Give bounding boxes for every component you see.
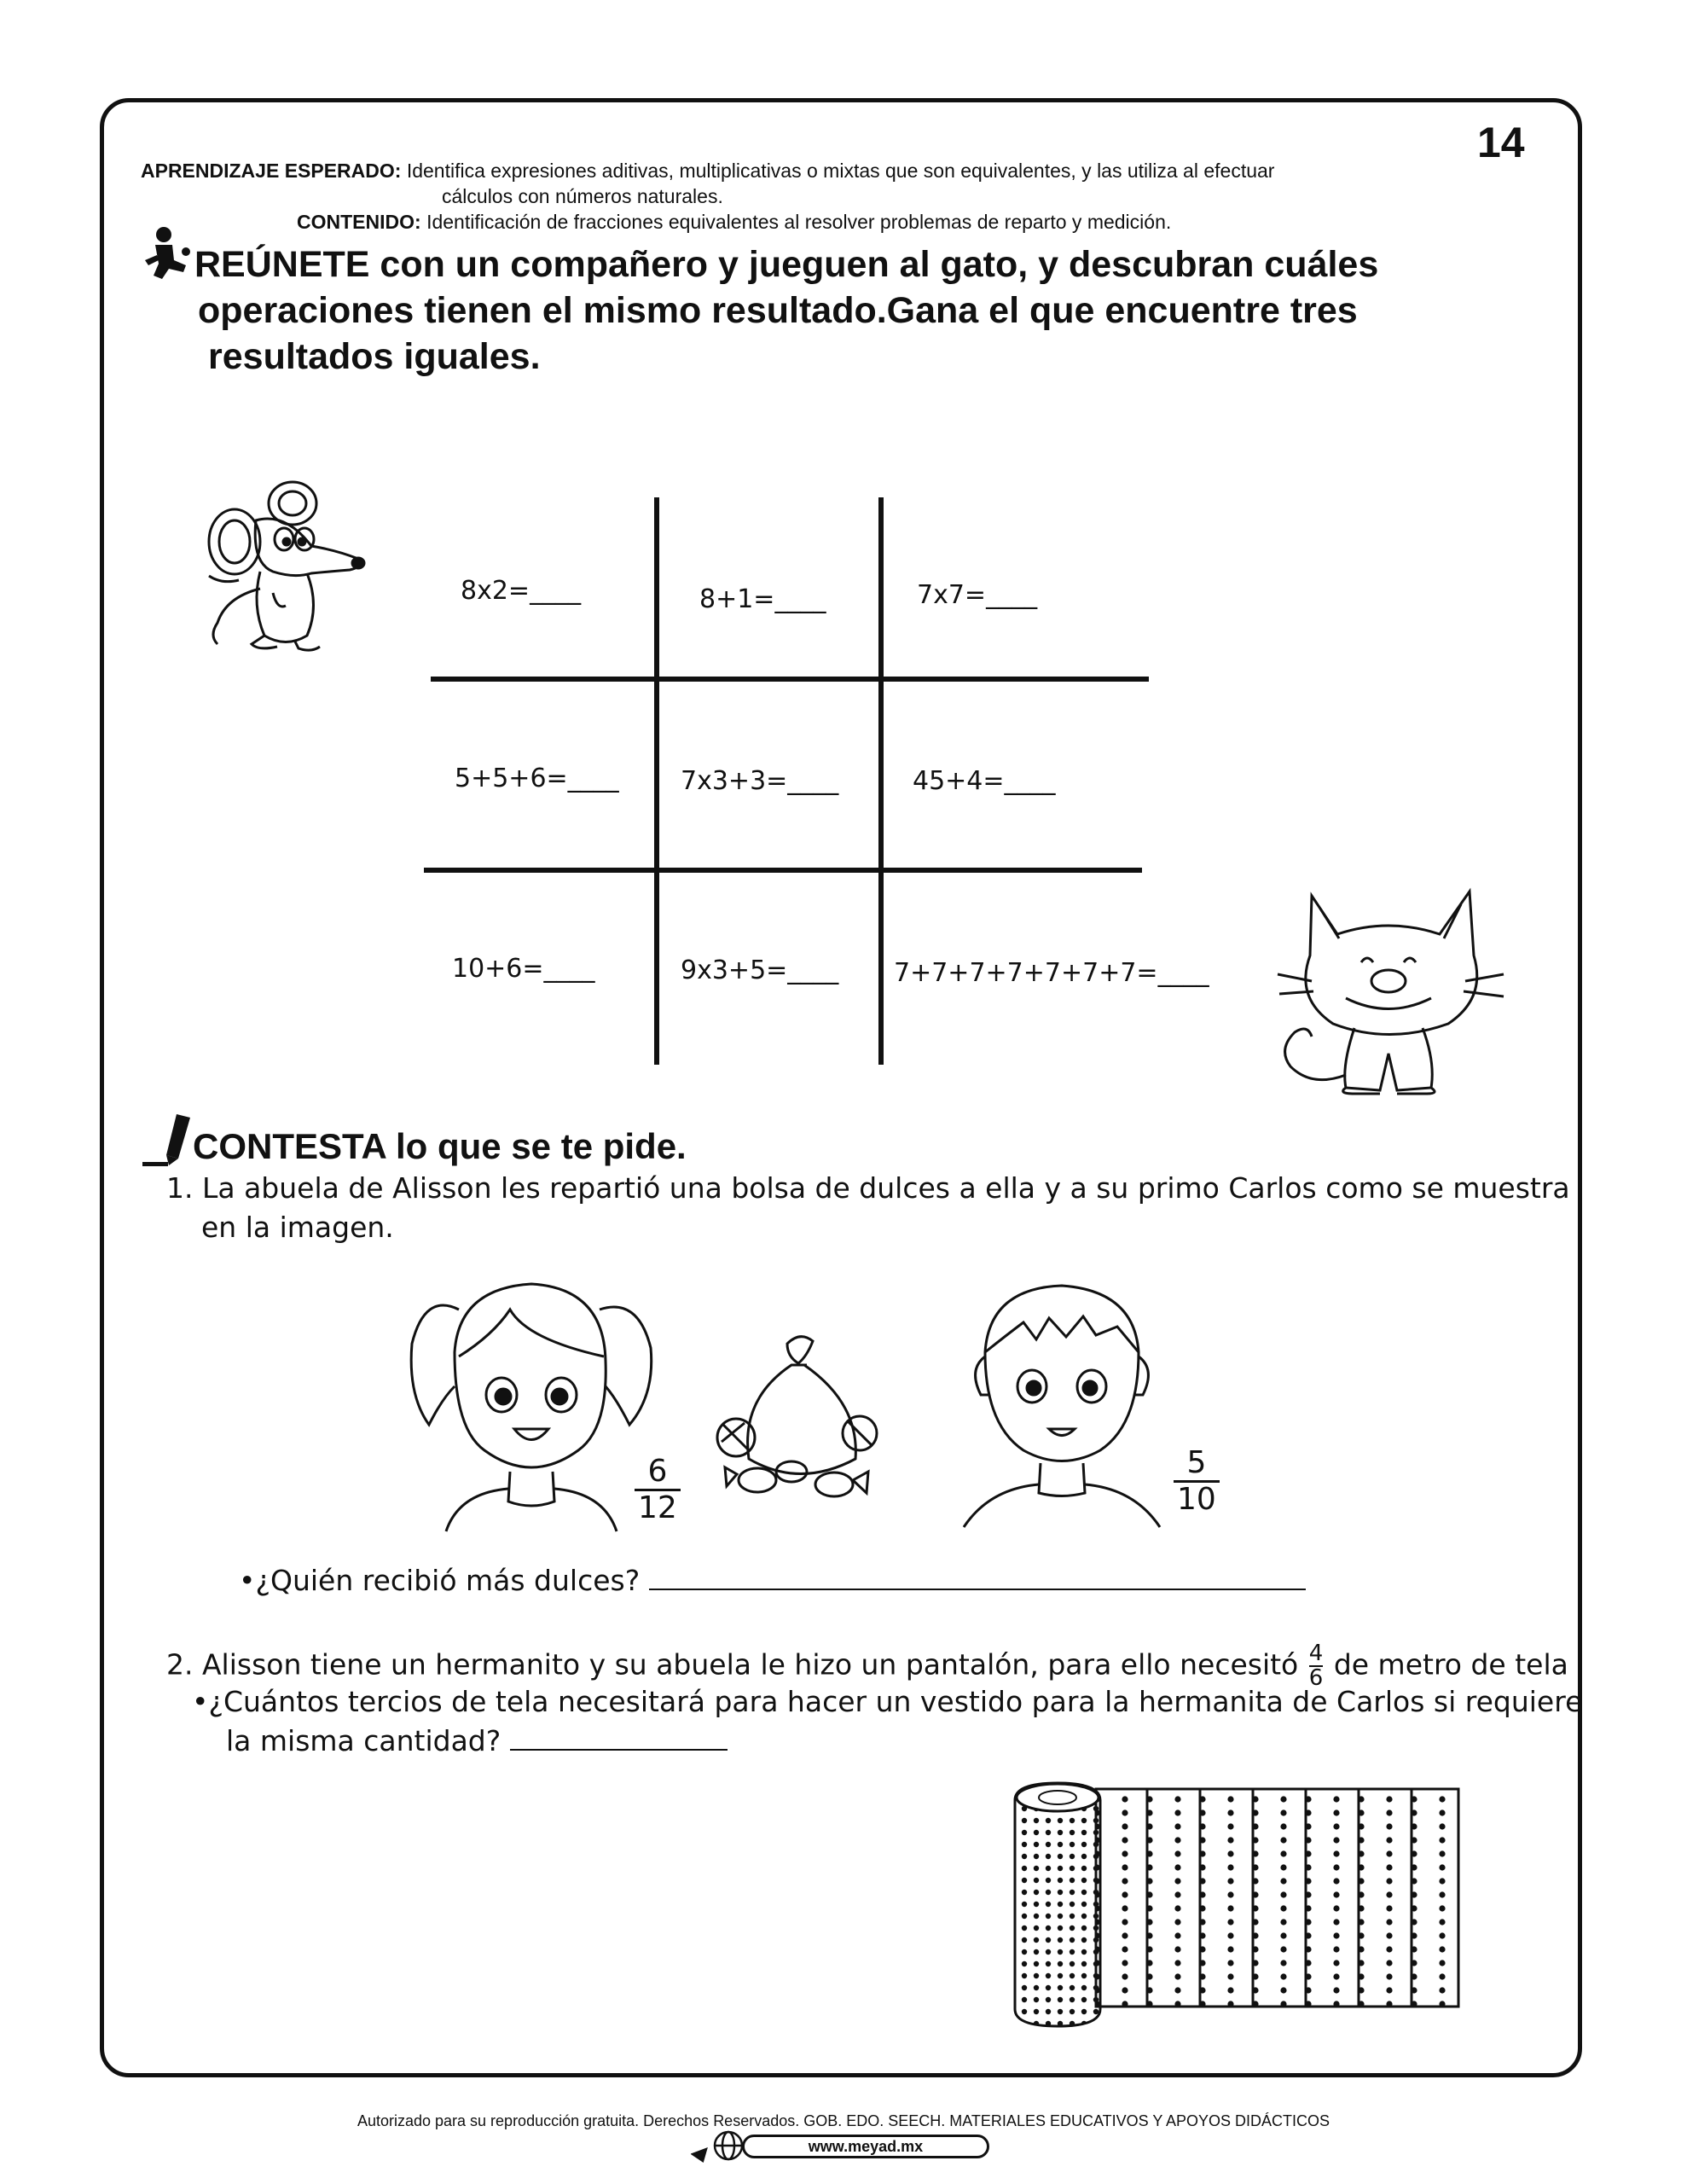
footer-rights: Autorizado para su reproducción gratuita. Derechos Reservados. GOB. EDO. SEECH. MATERIALES EDUCATIVOS Y APOYOS DIDÁCTICOS (357, 2112, 1330, 2129)
boy-fraction (1174, 1446, 1220, 1517)
activity1-title-line-1: REÚNETE con un compañero y jueguen al gato, y descubran cuáles (194, 244, 1379, 285)
grid-cell-3: 7x7=____ (917, 580, 1038, 610)
candy-bag-illustration (706, 1331, 890, 1506)
content-text: Identificación de fracciones equivalentes al resolver problemas de reparto y medición. (426, 211, 1172, 233)
learning-goal-continued: cálculos con números naturales. (442, 185, 723, 207)
fabric-roll-illustration (1006, 1779, 1467, 2030)
girl-fraction-denominator: 12 (635, 1489, 681, 1525)
grid-cell-5: 7x3+3=____ (681, 766, 839, 796)
boy-fraction-denominator: 10 (1174, 1480, 1220, 1517)
question2-answer-line[interactable] (510, 1749, 728, 1751)
boy-illustration (955, 1275, 1177, 1540)
globe-icon (691, 2129, 745, 2164)
cat-illustration (1261, 870, 1516, 1101)
grid-cell-9: 7+7+7+7+7+7+7=____ (894, 958, 1209, 988)
question1-prompt (239, 1561, 1306, 1600)
grid-vertical-line-2 (878, 497, 884, 1065)
grid-horizontal-line-1 (431, 677, 1149, 682)
question2-line-3 (226, 1722, 728, 1761)
question2-line-1-start: 2. Alisson tiene un hermanito y su abuela le hizo un pantalón, para ello necesitó (166, 1647, 1299, 1682)
question2-line-3-text: la misma cantidad? (226, 1724, 501, 1757)
question2-line-2: •¿Cuántos tercios de tela necesitará para hacer un vestido para la hermanita de Carlos si requiere (192, 1685, 1583, 1718)
girl-fraction (635, 1455, 681, 1525)
activity1-title-line-3: resultados iguales. (208, 336, 541, 377)
question1-line-2: en la imagen. (201, 1211, 394, 1244)
girl-illustration (408, 1275, 655, 1540)
grid-cell-7: 10+6=____ (452, 954, 595, 984)
question2-fraction-denominator: 6 (1308, 1665, 1324, 1691)
boy-fraction-numerator: 5 (1186, 1445, 1207, 1480)
website-link[interactable]: www.meyad.mx (742, 2135, 989, 2158)
learning-goal-text: Identifica expresiones aditivas, multiplicativas o mixtas que son equivalentes, y las utiliza al efectuar (406, 160, 1275, 182)
grid-cell-1: 8x2=____ (461, 576, 582, 606)
content-line (297, 209, 1171, 235)
team-work-icon (143, 226, 193, 282)
activity1-title-line-2: operaciones tienen el mismo resultado.Gana el que encuentre tres (198, 290, 1358, 331)
question2-line-1-end: de metro de tela (1333, 1647, 1568, 1682)
learning-goal (141, 158, 1274, 183)
grid-cell-2: 8+1=____ (699, 584, 826, 614)
content-label: CONTENIDO: (297, 211, 421, 233)
girl-fraction-numerator: 6 (647, 1454, 668, 1489)
grid-cell-6: 45+4=____ (913, 766, 1056, 796)
grid-horizontal-line-2 (424, 868, 1142, 873)
page-number: 14 (1477, 119, 1525, 166)
question2-fraction-numerator: 4 (1308, 1641, 1324, 1666)
pencil-icon (141, 1109, 200, 1169)
learning-goal-label: APRENDIZAJE ESPERADO: (141, 160, 402, 182)
question1-answer-line[interactable] (649, 1589, 1306, 1590)
activity2-title: CONTESTA lo que se te pide. (193, 1126, 687, 1166)
mouse-illustration (192, 478, 371, 661)
grid-cell-4: 5+5+6=____ (455, 764, 619, 793)
question1-line-1: 1. La abuela de Alisson les repartió una bolsa de dulces a ella y a su primo Carlos como se muestra (166, 1171, 1570, 1205)
grid-cell-8: 9x3+5=____ (681, 956, 839, 985)
grid-vertical-line-1 (654, 497, 659, 1065)
activity1-title (194, 241, 1491, 380)
question1-prompt-text: •¿Quién recibió más dulces? (239, 1564, 641, 1597)
